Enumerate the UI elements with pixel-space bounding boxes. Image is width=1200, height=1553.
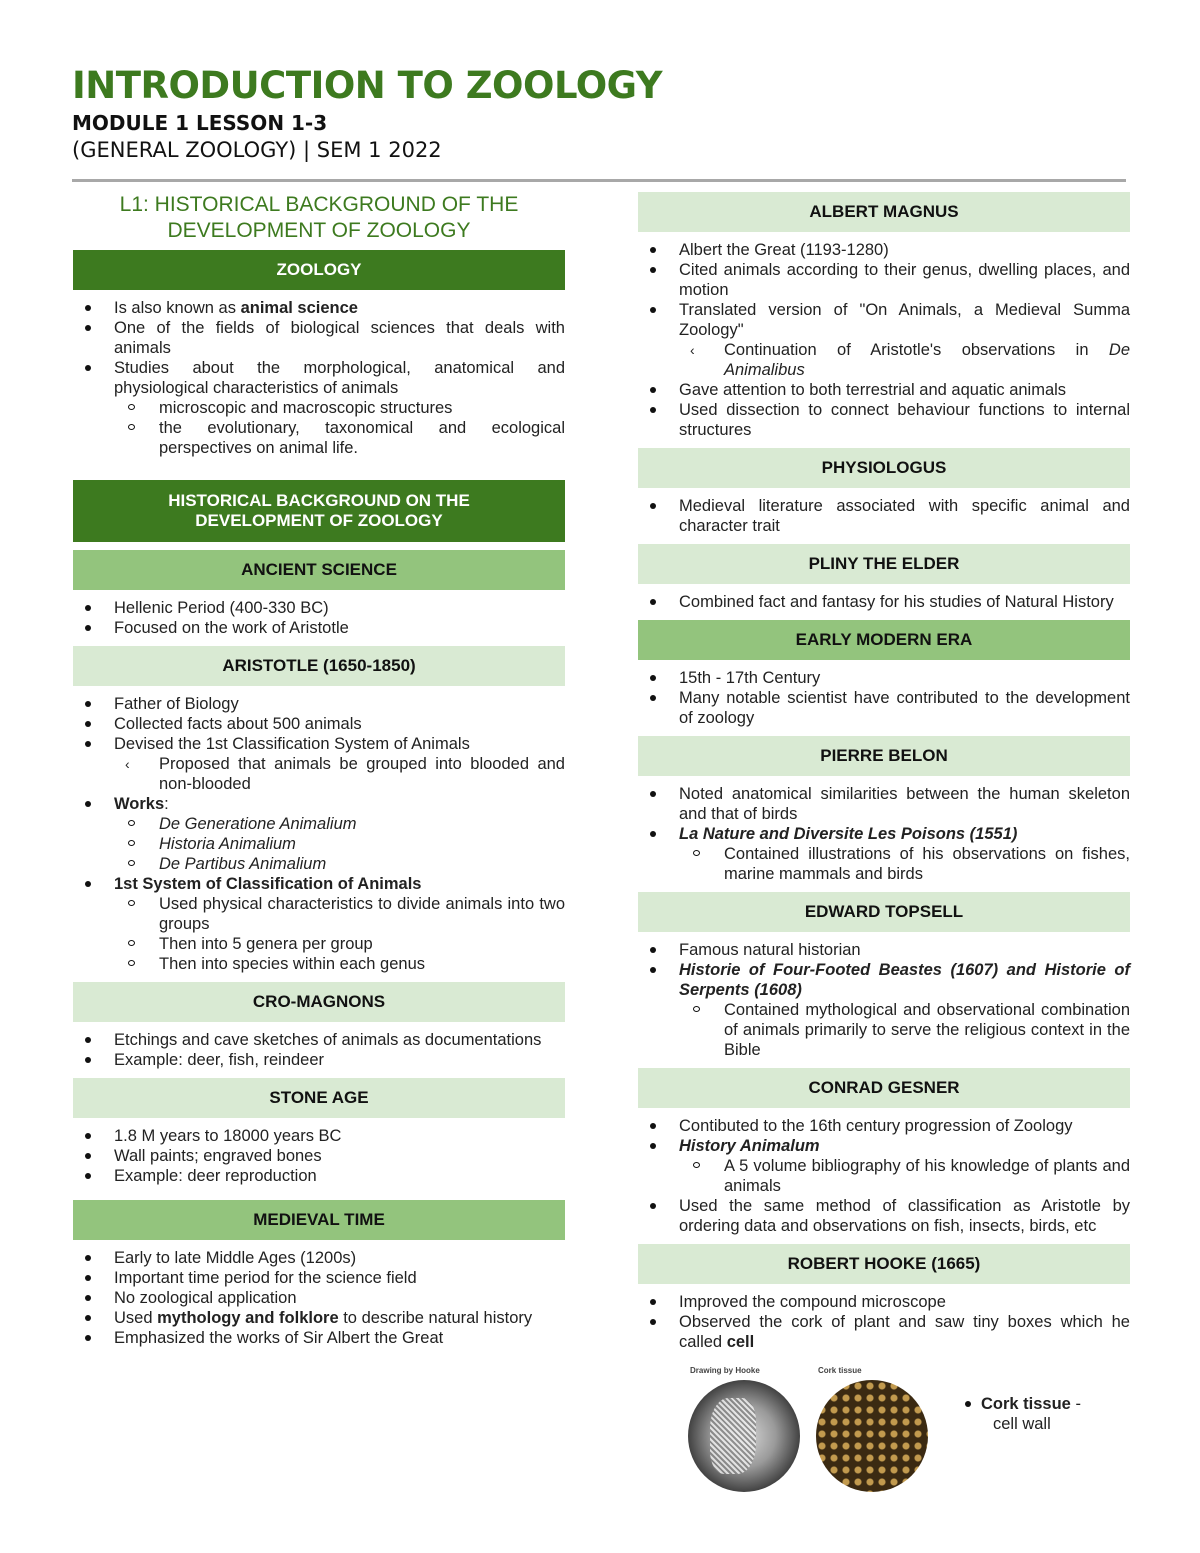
list-subitem: Then into species within each genus	[73, 954, 565, 974]
list-item: Improved the compound microscope	[638, 1292, 1130, 1312]
ancient-list	[73, 598, 565, 638]
list-item: One of the fields of biological sciences that deals with animals	[73, 318, 565, 358]
section-heading-pierre-belon: PIERRE BELON	[638, 736, 1130, 776]
list-item: 15th - 17th Century	[638, 668, 1130, 688]
list-item: Used dissection to connect behaviour functions to internal structures	[638, 400, 1130, 440]
list-item: Example: deer, fish, reindeer	[73, 1050, 565, 1070]
list-subitem: De Partibus Animalium	[73, 854, 565, 874]
section-heading-robert-hooke: ROBERT HOOKE (1665)	[638, 1244, 1130, 1284]
section-heading-zoology: ZOOLOGY	[73, 250, 565, 290]
list-item: Translated version of "On Animals, a Medieval Summa Zoology"	[638, 300, 1130, 340]
list-subitem: Used physical characteristics to divide animals into two groups	[73, 894, 565, 934]
list-item: History Animalum	[638, 1136, 1130, 1156]
list-item: Important time period for the science field	[73, 1268, 565, 1288]
list-item: Devised the 1st Classification System of Animals	[73, 734, 565, 754]
list-item: Many notable scientist have contributed to the development of zoology	[638, 688, 1130, 728]
list-item: Emphasized the works of Sir Albert the Great	[73, 1328, 565, 1348]
list-subitem: A 5 volume bibliography of his knowledge of plants and animals	[638, 1156, 1130, 1196]
hooke-list	[638, 1292, 1130, 1352]
list-subitem: De Generatione Animalium	[73, 814, 565, 834]
list-item: Collected facts about 500 animals	[73, 714, 565, 734]
list-subitem: Historia Animalium	[73, 834, 565, 854]
section-heading-albert-magnus: ALBERT MAGNUS	[638, 192, 1130, 232]
topsell-list	[638, 940, 1130, 1060]
medieval-list	[73, 1248, 565, 1348]
section-heading-conrad-gesner: CONRAD GESNER	[638, 1068, 1130, 1108]
list-subitem: Then into 5 genera per group	[73, 934, 565, 954]
physiologus-list	[638, 496, 1130, 536]
list-item: Focused on the work of Aristotle	[73, 618, 565, 638]
list-item: Combined fact and fantasy for his studies of Natural History	[638, 592, 1130, 612]
zoology-list	[73, 298, 565, 458]
cro-list	[73, 1030, 565, 1070]
list-subitem: Contained illustrations of his observations on fishes, marine mammals and birds	[638, 844, 1130, 884]
list-item: Famous natural historian	[638, 940, 1130, 960]
albert-list	[638, 240, 1130, 440]
list-item: Etchings and cave sketches of animals as documentations	[73, 1030, 565, 1050]
list-subitem: Contained mythological and observational combination of animals primarily to serve the religious context in the Bible	[638, 1000, 1130, 1060]
aristotle-list	[73, 694, 565, 974]
list-item-continuation: cell wall	[993, 1415, 1051, 1433]
list-item: Early to late Middle Ages (1200s)	[73, 1248, 565, 1268]
section-heading-pliny: PLINY THE ELDER	[638, 544, 1130, 584]
list-item: Noted anatomical similarities between the human skeleton and that of birds	[638, 784, 1130, 824]
belon-list	[638, 784, 1130, 884]
list-item: Wall paints; engraved bones	[73, 1146, 565, 1166]
list-item: Works:	[73, 794, 565, 814]
list-subitem: the evolutionary, taxonomical and ecological perspectives on animal life.	[73, 418, 565, 458]
header-divider	[72, 179, 1126, 182]
section-heading-edward-topsell: EDWARD TOPSELL	[638, 892, 1130, 932]
pliny-list	[638, 592, 1130, 612]
list-item: Cork tissue -	[953, 1394, 1123, 1414]
list-item: No zoological application	[73, 1288, 565, 1308]
stone-list	[73, 1126, 565, 1186]
list-subitem: ‹ Proposed that animals be grouped into blooded and non-blooded	[73, 754, 565, 794]
module-label: MODULE 1 LESSON 1-3	[72, 111, 328, 135]
list-item: Medieval literature associated with specific animal and character trait	[638, 496, 1130, 536]
list-item: Cited animals according to their genus, dwelling places, and motion	[638, 260, 1130, 300]
course-label: (GENERAL ZOOLOGY) | SEM 1 2022	[72, 138, 442, 162]
hooke-drawing-image	[688, 1380, 800, 1492]
document-header	[72, 64, 1132, 164]
list-item: Used mythology and folklore to describe natural history	[73, 1308, 565, 1328]
left-column	[73, 188, 565, 1356]
section-heading-ancient-science: ANCIENT SCIENCE	[73, 550, 565, 590]
section-heading-history: HISTORICAL BACKGROUND ON THE DEVELOPMENT OF ZOOLOGY	[73, 480, 565, 542]
cork-note	[953, 1394, 1123, 1434]
lesson-title: L1: HISTORICAL BACKGROUND OF THE DEVELOPMENT OF ZOOLOGY	[119, 193, 519, 242]
section-heading-physiologus: PHYSIOLOGUS	[638, 448, 1130, 488]
list-item: Used the same method of classification as Aristotle by ordering data and observations on fish, insects, birds, etc	[638, 1196, 1130, 1236]
list-item: Albert the Great (1193-1280)	[638, 240, 1130, 260]
cork-tissue-image	[816, 1380, 928, 1492]
cork-figure	[638, 1360, 1130, 1510]
list-item: La Nature and Diversite Les Poisons (1551)	[638, 824, 1130, 844]
section-heading-early-modern: EARLY MODERN ERA	[638, 620, 1130, 660]
list-item: 1st System of Classification of Animals	[73, 874, 565, 894]
list-subitem: microscopic and macroscopic structures	[73, 398, 565, 418]
figure-caption-hooke: Drawing by Hooke	[690, 1366, 760, 1375]
gesner-list	[638, 1116, 1130, 1236]
document-title: INTRODUCTION TO ZOOLOGY	[72, 64, 663, 107]
list-item: 1.8 M years to 18000 years BC	[73, 1126, 565, 1146]
list-item: Gave attention to both terrestrial and aquatic animals	[638, 380, 1130, 400]
section-heading-stone-age: STONE AGE	[73, 1078, 565, 1118]
early-list	[638, 668, 1130, 728]
list-subitem: ‹ Continuation of Aristotle's observations in De Animalibus	[638, 340, 1130, 380]
section-heading-medieval: MEDIEVAL TIME	[73, 1200, 565, 1240]
list-item: Is also known as animal science	[73, 298, 565, 318]
section-heading-cro-magnons: CRO-MAGNONS	[73, 982, 565, 1022]
list-item: Observed the cork of plant and saw tiny boxes which he called cell	[638, 1312, 1130, 1352]
list-item: Father of Biology	[73, 694, 565, 714]
list-item: Example: deer reproduction	[73, 1166, 565, 1186]
right-column	[638, 192, 1130, 1510]
section-heading-aristotle: ARISTOTLE (1650-1850)	[73, 646, 565, 686]
list-item: Studies about the morphological, anatomical and physiological characteristics of animals	[73, 358, 565, 398]
list-item: Hellenic Period (400-330 BC)	[73, 598, 565, 618]
list-item: Historie of Four-Footed Beastes (1607) and Historie of Serpents (1608)	[638, 960, 1130, 1000]
figure-caption-cork: Cork tissue	[818, 1366, 862, 1375]
list-item: Contibuted to the 16th century progression of Zoology	[638, 1116, 1130, 1136]
